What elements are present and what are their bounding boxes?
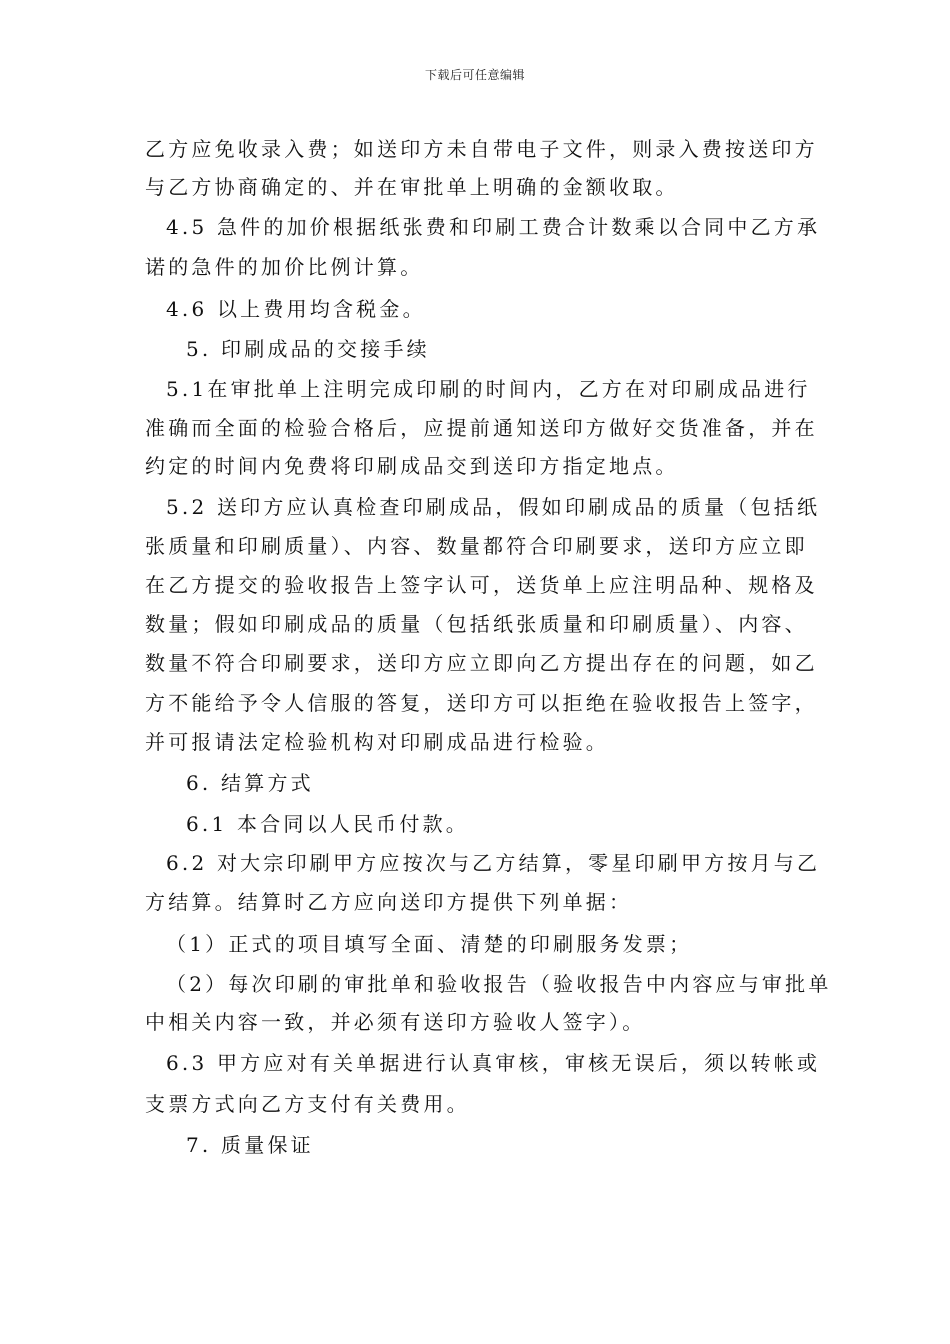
list-item: （1）正式的项目填写全面、清楚的印刷服务发票； (166, 932, 693, 956)
body-line: 约定的时间内免费将印刷成品交到送印方指定地点。 (145, 454, 679, 478)
body-line: 6.3 甲方应对有关单据进行认真审核，审核无误后，须以转帐或 (166, 1051, 821, 1075)
body-line: 乙方应免收录入费；如送印方未自带电子文件，则录入费按送印方 (145, 137, 818, 161)
section-heading: 6. 结算方式 (186, 771, 314, 795)
body-line: 并可报请法定检验机构对印刷成品进行检验。 (145, 730, 609, 754)
body-line: 5.1在审批单上注明完成印刷的时间内，乙方在对印刷成品进行 (166, 377, 811, 401)
list-item: （2）每次印刷的审批单和验收报告（验收报告中内容应与审批单 (166, 972, 832, 996)
body-line: 准确而全面的检验合格后，应提前通知送印方做好交货准备，并在 (145, 416, 818, 440)
body-line: 6.2 对大宗印刷甲方应按次与乙方结算，零星印刷甲方按月与乙 (166, 851, 821, 875)
section-heading: 5. 印刷成品的交接手续 (186, 337, 430, 361)
body-line: 5.2 送印方应认真检查印刷成品，假如印刷成品的质量（包括纸 (166, 495, 821, 519)
body-line: 6.1 本合同以人民币付款。 (186, 812, 469, 836)
body-line: 数量不符合印刷要求，送印方应立即向乙方提出存在的问题，如乙 (145, 651, 818, 675)
body-line: 4.6 以上费用均含税金。 (166, 297, 426, 321)
body-line: 数量；假如印刷成品的质量（包括纸张质量和印刷质量）、内容、 (145, 612, 808, 636)
body-line: 4.5 急件的加价根据纸张费和印刷工费合计数乘以合同中乙方承 (166, 215, 821, 239)
body-line: 与乙方协商确定的、并在审批单上明确的金额收取。 (145, 175, 679, 199)
page-header: 下载后可任意编辑 (424, 68, 525, 82)
body-line: 方结算。结算时乙方应向送印方提供下列单据： (145, 890, 633, 914)
body-line: 中相关内容一致，并必须有送印方验收人签字）。 (145, 1010, 646, 1034)
section-heading: 7. 质量保证 (186, 1133, 314, 1157)
body-line: 诺的急件的加价比例计算。 (145, 255, 424, 279)
body-line: 方不能给予令人信服的答复，送印方可以拒绝在验收报告上签字， (145, 691, 818, 715)
body-line: 在乙方提交的验收报告上签字认可，送货单上应注明品种、规格及 (145, 573, 818, 597)
body-line: 张质量和印刷质量）、内容、数量都符合印刷要求，送印方应立即 (145, 534, 808, 558)
body-line: 支票方式向乙方支付有关费用。 (145, 1092, 470, 1116)
